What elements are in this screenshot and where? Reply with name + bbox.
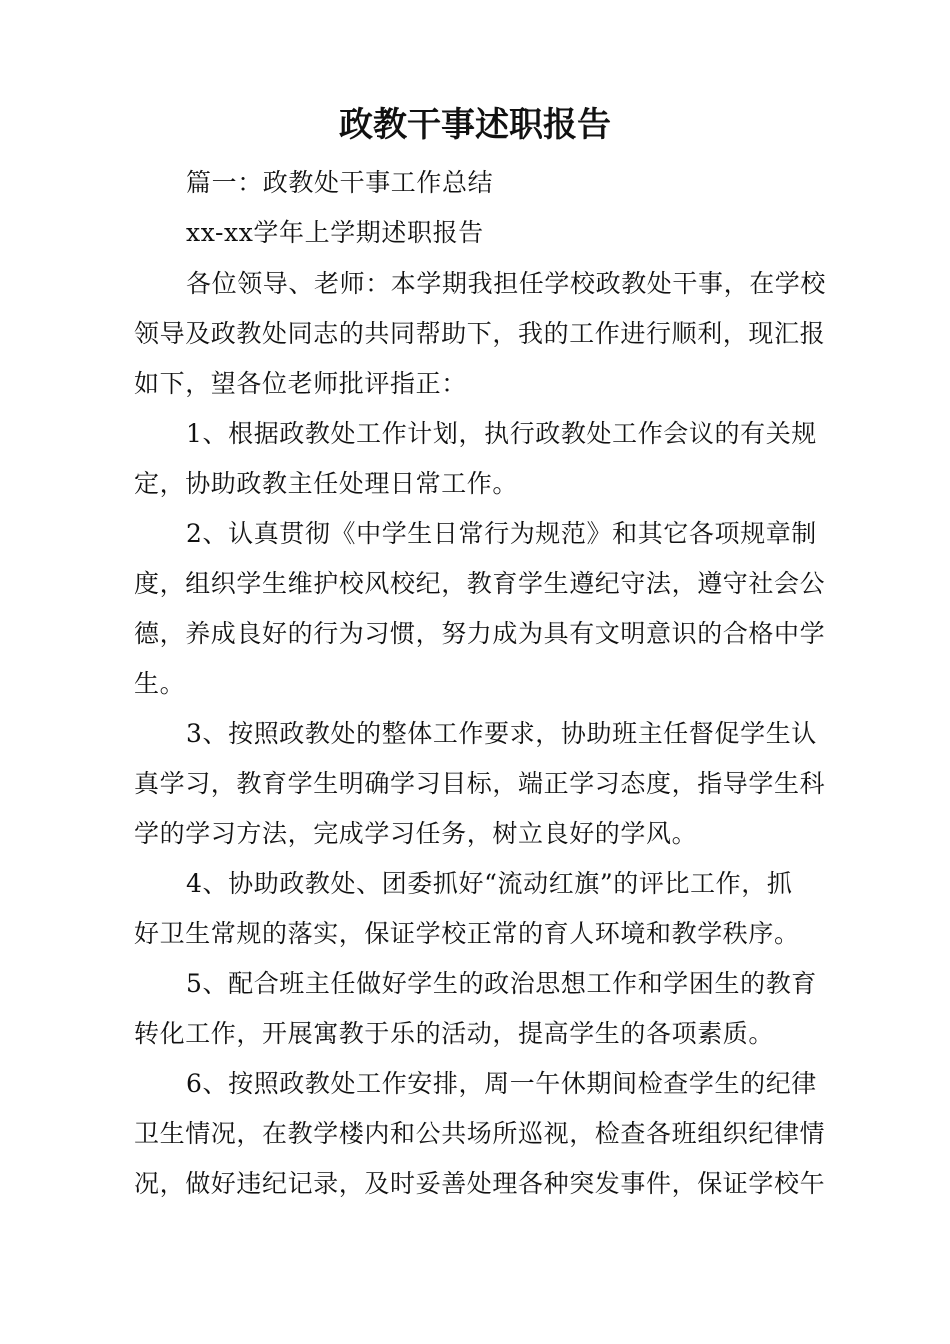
subtitle-line: xx-xx学年上学期述职报告 xyxy=(186,218,484,247)
paragraph-line: 6、按照政教处工作安排，周一午休期间检查学生的纪律 xyxy=(186,1069,817,1098)
paragraph-line: 2、认真贯彻《中学生日常行为规范》和其它各项规章制 xyxy=(186,519,817,548)
paragraph-line: 领导及政教处同志的共同帮助下，我的工作进行顺利，现汇报 xyxy=(134,319,826,348)
paragraph-line: 转化工作，开展寓教于乐的活动，提高学生的各项素质。 xyxy=(134,1019,775,1048)
paragraph-line: 卫生情况，在教学楼内和公共场所巡视，检查各班组织纪律情 xyxy=(134,1119,826,1148)
paragraph-line: 德，养成良好的行为习惯，努力成为具有文明意识的合格中学 xyxy=(134,619,826,648)
paragraph-line: 定，协助政教主任处理日常工作。 xyxy=(134,469,519,498)
document-title: 政教干事述职报告 xyxy=(339,105,611,145)
paragraph-line: 各位领导、老师：本学期我担任学校政教处干事，在学校 xyxy=(186,269,827,298)
paragraph-line: 3、按照政教处的整体工作要求，协助班主任督促学生认 xyxy=(186,719,817,748)
paragraph-line: 学的学习方法，完成学习任务，树立良好的学风。 xyxy=(134,819,698,848)
paragraph-line: 真学习，教育学生明确学习目标，端正学习态度，指导学生科 xyxy=(134,769,826,798)
paragraph-line: 5、配合班主任做好学生的政治思想工作和学困生的教育 xyxy=(186,969,817,998)
paragraph-line: 1、根据政教处工作计划，执行政教处工作会议的有关规 xyxy=(186,419,817,448)
paragraph-line: 4、协助政教处、团委抓好“流动红旗”的评比工作，抓 xyxy=(186,869,793,898)
paragraph-line: 度，组织学生维护校风校纪，教育学生遵纪守法，遵守社会公 xyxy=(134,569,826,598)
paragraph-line: 如下，望各位老师批评指正： xyxy=(134,369,467,398)
section-heading: 篇一：政教处干事工作总结 xyxy=(186,168,494,197)
paragraph-line: 好卫生常规的落实，保证学校正常的育人环境和教学秩序。 xyxy=(134,919,800,948)
paragraph-line: 生。 xyxy=(134,669,186,698)
paragraph-line: 况，做好违纪记录，及时妥善处理各种突发事件，保证学校午 xyxy=(134,1169,826,1198)
